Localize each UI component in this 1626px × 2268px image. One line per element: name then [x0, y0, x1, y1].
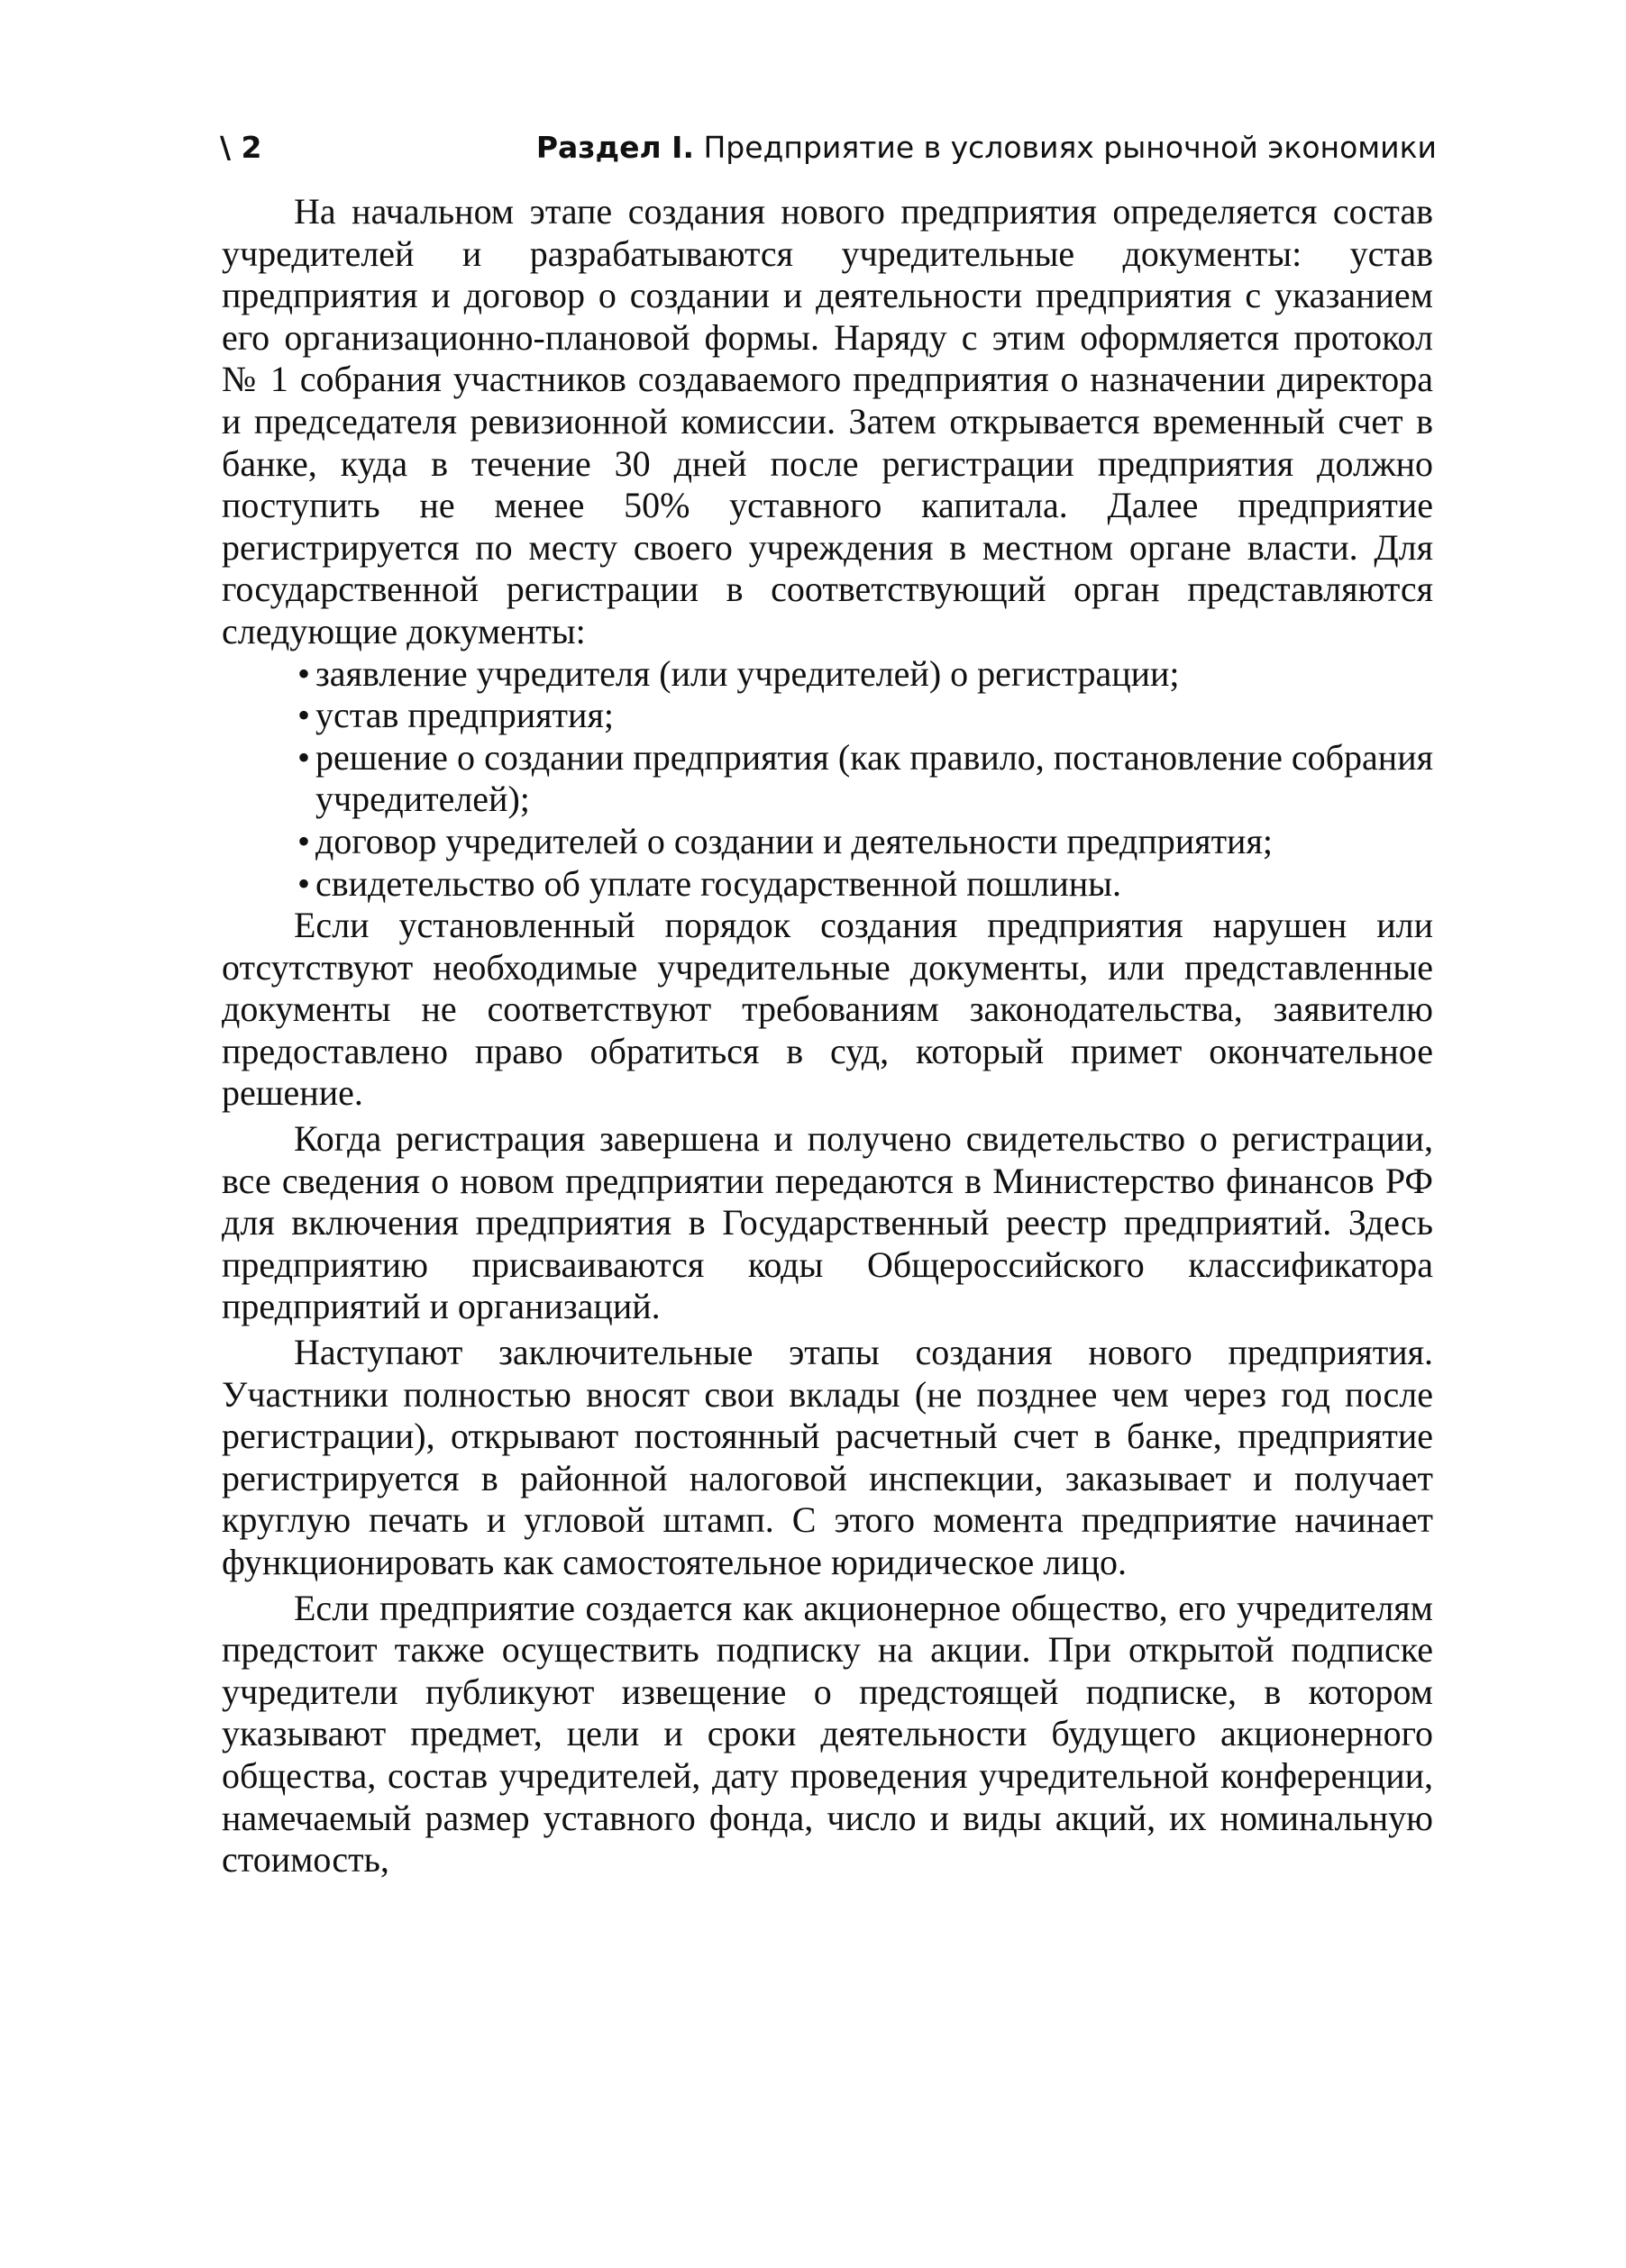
- page-number: \ 2: [220, 130, 262, 165]
- section-title: Предприятие в условиях рыночной экономики: [703, 130, 1437, 165]
- bullet-marker: •: [297, 820, 311, 861]
- paragraph: Наступают заключительные этапы создания нового предприятия. Участники полностью вносят свои вклады (не позднее чем через год после регистрации), открывают постоянный расчетный счет в банке, предприятие регистрируется в районной налоговой инспекции, заказывает и получает круглую печать и угловой штамп. С этого момента предприятие начинает функционировать как самостоятельное юридическое лицо.: [222, 1332, 1433, 1582]
- section-label: Раздел I.: [535, 130, 694, 165]
- list-item: [222, 695, 1433, 737]
- documents-list: [222, 653, 1433, 906]
- bullet-marker: •: [297, 862, 311, 904]
- list-item: [222, 863, 1433, 906]
- bullet-marker: •: [297, 736, 311, 778]
- paragraph: Когда регистрация завершена и получено свидетельство о регистрации, все сведения о новом предприятии передаются в Министерство финансов РФ для включения предприятия в Государственный реестр предприятий. Здесь предприятию присваиваются коды Общероссийского классификатора предприятий и организаций.: [222, 1118, 1433, 1327]
- paragraph: На начальном этапе создания нового предприятия определяется состав учредителей и разрабатываются учредительные документы: устав предприятия и договор о создании и деятельности предприятия с указанием его организационно-плановой формы. Наряду с этим оформляется протокол № 1 собрания участников создаваемого предприятия о назначении директора и председателя ревизионной комиссии. Затем открывается временный счет в банке, куда в течение 30 дней после регистрации предприятия должно поступить не менее 50% уставного капитала. Далее предприятие регистрируется по месту своего учреждения в местном органе власти. Для государственной регистрации в соответствующий орган представляются следующие документы:: [222, 191, 1433, 651]
- bullet-marker: •: [297, 652, 311, 694]
- list-item-text: устав предприятия;: [315, 695, 614, 736]
- list-item-text: решение о создании предприятия (как правило, постановление собрания учредителей);: [315, 736, 1433, 820]
- paragraph: Если установленный порядок создания предприятия нарушен или отсутствуют необходимые учредительные документы, или представленные документы не соответствуют требованиям законодательства, заявителю предоставлено право обратиться в суд, который примет окончательное решение.: [222, 905, 1433, 1114]
- paragraph: Если предприятие создается как акционерное общество, его учредителям предстоит также осуществить подписку на акции. При открытой подписке учредители публикуют извещение о предстоящей подписке, в котором указывают предмет, цели и сроки деятельности будущего акционерного общества, состав учредителей, дату проведения учредительной конференции, намечаемый размер уставного фонда, число и виды акций, их номинальную стоимость,: [222, 1587, 1433, 1881]
- running-title: [536, 121, 1437, 175]
- list-item: [222, 653, 1433, 696]
- list-item-text: заявление учредителя (или учредителей) о регистрации;: [315, 652, 1180, 694]
- bullet-marker: •: [297, 695, 311, 736]
- list-item: [222, 737, 1433, 821]
- body-text: [222, 191, 1433, 1881]
- list-item-text: свидетельство об уплате государственной пошлины.: [315, 862, 1122, 904]
- running-header: [220, 121, 1437, 175]
- list-item: [222, 821, 1433, 863]
- list-item-text: договор учредителей о создании и деятельности предприятия;: [315, 820, 1273, 861]
